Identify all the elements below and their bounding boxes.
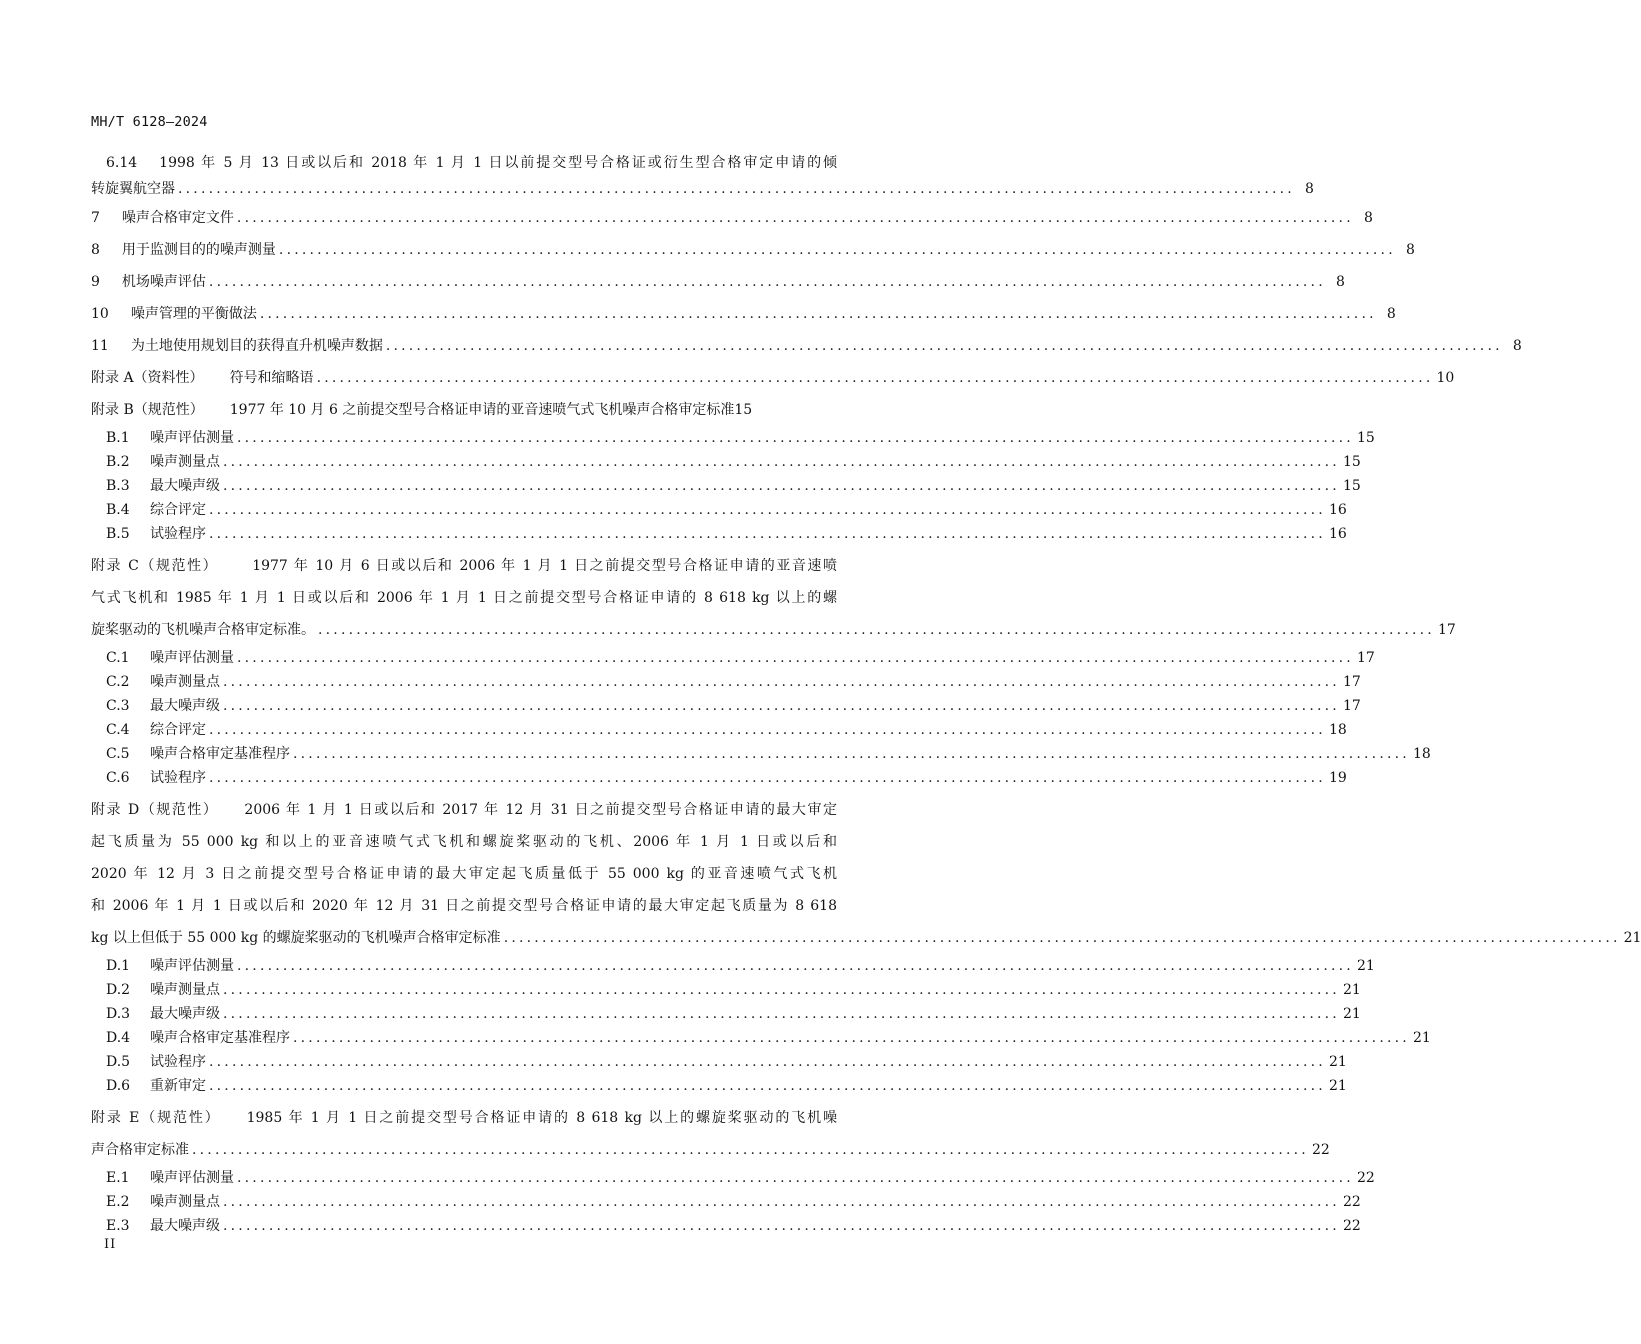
toc-title: 为土地使用规划目的获得直升机噪声数据 [130,338,383,354]
toc-page-number: 15 [734,402,753,418]
toc-number: C.6 [106,770,130,786]
toc-page-number: 21 [1342,982,1361,998]
toc-entry-b-5[interactable] [91,522,1347,546]
toc-title-line-2: 气式飞机和 1985 年 1 月 1 日或以后和 2006 年 1 月 1 日之前提交型号合格证申请的 8 618 kg 以上的螺 [91,590,837,606]
toc-entry-e-1[interactable] [91,1166,1375,1190]
toc-number: D.3 [106,1006,131,1022]
toc-title: 噪声测量点 [150,982,220,998]
toc-title: 噪声测量点 [150,1194,220,1210]
leader-dots: .................................................................................................................................................. [237,650,1354,666]
toc-title: 重新审定 [150,1078,206,1094]
leader-dots: .................................................................................................................................................. [223,1194,1340,1210]
leader-dots: .................................................................................................................................................. [209,722,1326,738]
toc-entry-d-1[interactable] [91,954,1375,978]
toc-number: 7 [91,210,100,226]
toc-page-number: 15 [1342,454,1361,470]
leader-dots: .................................................................................................................................................. [316,370,1434,386]
toc-entry-7[interactable] [91,202,1373,234]
leader-dots: .................................................................................................................................................. [223,454,1340,470]
toc-number: B.1 [106,430,130,446]
appendix-label: 附录 D（规范性） [91,802,219,818]
toc-entry-d-3[interactable] [91,1002,1361,1026]
leader-dots: .................................................................................................................................................. [192,1142,1309,1158]
toc-entry-10[interactable] [91,298,1396,330]
toc-title: 噪声管理的平衡做法 [130,306,257,322]
toc-title: 试验程序 [150,526,206,542]
toc-entry-d-5[interactable] [91,1050,1347,1074]
toc-title: 噪声合格审定文件 [121,210,234,226]
toc-entry-d-6[interactable] [91,1074,1347,1098]
leader-dots: .................................................................................................................................................. [237,1170,1354,1186]
toc-title: 噪声评估测量 [150,1170,234,1186]
toc-entry-11[interactable] [91,330,1522,362]
toc-number: B.3 [106,478,130,494]
toc-title: 符号和缩略语 [229,370,314,386]
toc-entry-c-3[interactable] [91,694,1361,718]
toc-page-number: 8 [1335,274,1345,290]
toc-title-line-1: 2006 年 1 月 1 日或以后和 2017 年 12 月 31 日之前提交型号合格证申请的最大审定 [244,802,837,818]
toc-page-number: 21 [1412,1030,1431,1046]
toc-title-line-3: 旋桨驱动的飞机噪声合格审定标准。 [91,622,315,638]
toc-entry-6-14[interactable] [91,150,1314,202]
toc-title: 试验程序 [150,770,206,786]
toc-page-number: 16 [1328,526,1347,542]
toc-page-number: 22 [1311,1142,1330,1158]
toc-entry-9[interactable] [91,266,1345,298]
toc-title: 噪声评估测量 [150,958,234,974]
leader-dots: .................................................................................................................................................. [208,274,1326,290]
toc-entry-c-1[interactable] [91,646,1375,670]
leader-dots: .................................................................................................................................................. [178,181,1295,197]
toc-entry-appendix-b[interactable] [91,394,837,426]
leader-dots: .................................................................................................................................................. [209,770,1326,786]
toc-number: D.6 [106,1078,131,1094]
toc-title: 噪声评估测量 [150,430,234,446]
toc-number: B.4 [106,502,130,518]
toc-entry-b-1[interactable] [91,426,1375,450]
toc-number: D.4 [106,1030,131,1046]
toc-page-number: 15 [1342,478,1361,494]
toc-page-number: 18 [1328,722,1347,738]
toc-page-number: 15 [1356,430,1375,446]
toc-entry-appendix-c[interactable] [91,550,1456,646]
toc-entry-appendix-a[interactable] [91,362,1455,394]
toc-entry-d-4[interactable] [91,1026,1431,1050]
toc-number: C.2 [106,674,130,690]
toc-title-line-2: 转旋翼航空器 [91,181,175,197]
toc-page-number: 21 [1623,930,1641,946]
leader-dots: .................................................................................................................................................. [223,478,1340,494]
toc-title: 最大噪声级 [150,1218,220,1234]
toc-title-line-2: 声合格审定标准 [91,1142,189,1158]
toc-entry-c-6[interactable] [91,766,1347,790]
toc-number: 11 [91,338,109,354]
leader-dots: .................................................................................................................................................. [223,698,1340,714]
toc-entry-c-4[interactable] [91,718,1347,742]
toc-title-line-2: 起飞质量为 55 000 kg 和以上的亚音速喷气式飞机和螺旋桨驱动的飞机、2006 年 1 月 1 日或以后和 [91,834,837,850]
leader-dots: .................................................................................................................................................. [209,1078,1326,1094]
toc-entry-appendix-e[interactable] [91,1102,1330,1166]
toc-title: 噪声评估测量 [150,650,234,666]
toc-page-number: 22 [1356,1170,1375,1186]
appendix-label: 附录 E（规范性） [91,1110,221,1126]
toc-page-number: 10 [1436,370,1455,386]
toc-number: B.2 [106,454,130,470]
page-number-footer: II [104,1237,117,1252]
toc-title: 综合评定 [150,502,206,518]
toc-page-number: 22 [1342,1194,1361,1210]
toc-title: 噪声合格审定基准程序 [150,746,290,762]
toc-number: C.1 [106,650,130,666]
toc-title: 噪声测量点 [150,454,220,470]
leader-dots: .................................................................................................................................................. [209,526,1326,542]
appendix-label: 附录 C（规范性） [91,558,219,574]
toc-title: 噪声合格审定基准程序 [150,1030,290,1046]
toc-title-line-5: kg 以上但低于 55 000 kg 的螺旋桨驱动的飞机噪声合格审定标准 [91,930,501,946]
toc-page-number: 8 [1386,306,1396,322]
table-of-contents [91,150,1641,1238]
toc-number: B.5 [106,526,130,542]
toc-entry-8[interactable] [91,234,1415,266]
toc-entry-e-2[interactable] [91,1190,1361,1214]
toc-title-line-3: 2020 年 12 月 3 日之前提交型号合格证申请的最大审定起飞质量低于 55 000 kg 的亚音速喷气式飞机 [91,866,837,882]
toc-entry-c-2[interactable] [91,670,1361,694]
toc-title-line-1: 1985 年 1 月 1 日之前提交型号合格证申请的 8 618 kg 以上的螺旋桨驱动的飞机噪 [246,1110,838,1126]
leader-dots: .................................................................................................................................................. [293,1030,1410,1046]
toc-entry-d-2[interactable] [91,978,1361,1002]
leader-dots: .................................................................................................................................................. [237,430,1354,446]
toc-page-number: 21 [1328,1054,1347,1070]
leader-dots: .................................................................................................................................................. [237,958,1354,974]
toc-number: D.1 [106,958,131,974]
toc-number: C.3 [106,698,130,714]
toc-number: E.1 [106,1170,130,1186]
leader-dots: .................................................................................................................................................. [209,502,1326,518]
toc-title: 1977 年 10 月 6 之前提交型号合格证申请的亚音速喷气式飞机噪声合格审定标准 [229,402,735,418]
toc-number: C.4 [106,722,130,738]
toc-page-number: 17 [1342,698,1361,714]
toc-entry-b-3[interactable] [91,474,1361,498]
leader-dots: .................................................................................................................................................. [259,306,1377,322]
toc-number: E.2 [106,1194,130,1210]
toc-entry-b-2[interactable] [91,450,1361,474]
leader-dots: .................................................................................................................................................. [236,210,1354,226]
toc-number: C.5 [106,746,130,762]
toc-title-line-1: 1977 年 10 月 6 日或以后和 2006 年 1 月 1 日之前提交型号合格证申请的亚音速喷 [252,558,837,574]
toc-page-number: 17 [1437,622,1456,638]
leader-dots: .................................................................................................................................................. [223,1006,1340,1022]
toc-number: D.5 [106,1054,131,1070]
toc-page-number: 8 [1363,210,1373,226]
toc-entry-b-4[interactable] [91,498,1347,522]
toc-number: D.2 [106,982,131,998]
toc-page-number: 8 [1305,181,1314,197]
toc-title: 噪声测量点 [150,674,220,690]
toc-title: 最大噪声级 [150,1006,220,1022]
toc-title: 用于监测目的的噪声测量 [121,242,276,258]
appendix-label: 附录 B（规范性） [91,402,204,418]
leader-dots: .................................................................................................................................................. [318,622,1435,638]
toc-number: 10 [91,306,109,322]
toc-page-number: 19 [1328,770,1347,786]
toc-title-line-4: 和 2006 年 1 月 1 日或以后和 2020 年 12 月 31 日之前提交型号合格证申请的最大审定起飞质量为 8 618 [91,898,837,914]
toc-page-number: 16 [1328,502,1347,518]
toc-title: 最大噪声级 [150,478,220,494]
toc-title: 机场噪声评估 [121,274,206,290]
toc-entry-appendix-d[interactable] [91,794,1641,954]
leader-dots: .................................................................................................................................................. [223,674,1340,690]
toc-title: 综合评定 [150,722,206,738]
leader-dots: .................................................................................................................................................. [385,338,1503,354]
toc-number: 9 [91,274,100,290]
leader-dots: .................................................................................................................................................. [209,1054,1326,1070]
toc-entry-e-3[interactable] [91,1214,1361,1238]
toc-entry-c-5[interactable] [91,742,1431,766]
toc-page-number: 8 [1405,242,1415,258]
toc-title: 试验程序 [150,1054,206,1070]
toc-page-number: 18 [1412,746,1431,762]
toc-page-number: 17 [1342,674,1361,690]
toc-number: E.3 [106,1218,130,1234]
document-id-header: MH/T 6128—2024 [91,114,208,130]
leader-dots: .................................................................................................................................................. [503,930,1621,946]
toc-page-number: 17 [1356,650,1375,666]
leader-dots: .................................................................................................................................................. [293,746,1410,762]
toc-page-number: 21 [1356,958,1375,974]
appendix-label: 附录 A（资料性） [91,370,204,386]
toc-page-number: 21 [1328,1078,1347,1094]
leader-dots: .................................................................................................................................................. [223,1218,1340,1234]
toc-title-line-1: 1998 年 5 月 13 日或以后和 2018 年 1 月 1 日以前提交型号合格证或衍生型合格审定申请的倾 [159,155,837,171]
toc-page-number: 8 [1512,338,1522,354]
leader-dots: .................................................................................................................................................. [223,982,1340,998]
toc-number: 8 [91,242,100,258]
leader-dots: .................................................................................................................................................. [278,242,1396,258]
toc-title: 最大噪声级 [150,698,220,714]
toc-page-number: 21 [1342,1006,1361,1022]
toc-number: 6.14 [106,155,138,171]
toc-page-number: 22 [1342,1218,1361,1234]
